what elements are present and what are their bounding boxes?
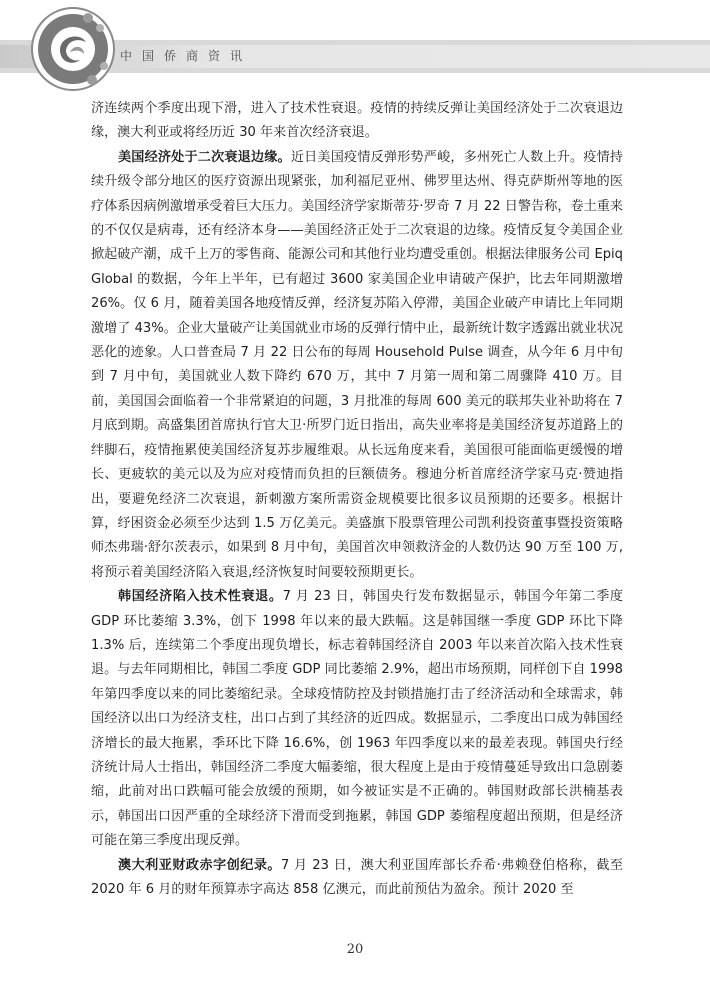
paragraph-text: 济连续两个季度出现下滑，进入了技术性衰退。疫情的持续反弹让美国经济处于二次衰退边缘，澳大利亚或将经历近 30 年来首次经济衰退。 [91, 101, 623, 141]
paragraph-text: 7 月 23 日，韩国央行发布数据显示，韩国今年第二季度 GDP 环比萎缩 3.3%，创下 1998 年以来的最大跌幅。这是韩国继一季度 GDP 环比下降 1.3% 后，连续第二个季度出现负增长，标志着韩国经济自 2003 年以来首次陷入技术性衰退。与去年同期相比，韩国二季度 GDP 同比萎缩 2.9%，超出市场预期，同样创下自 1998 年第四季度以来的同比萎缩纪录。全球疫情防控及封锁措施打击了经济活动和全球需求，韩国经济以出口为经济支柱，出口占到了其经济的近四成。数据显示，二季度出口成为韩国经济增长的最大拖累，季环比下降 16.6%，创 1963 年四季度以来的最差表现。韩国央行经济统计局人士指出，韩国经济二季度大幅萎缩，很大程度上是由于疫情蔓延导致出口急剧萎缩，此前对出口跌幅可能会放缓的预期，如今被证实是不正确的。韩国财政部长洪楠基表示，韩国出口因严重的全球经济下滑而受到拖累，韩国 GDP 萎缩程度超出预期，但是经济可能在第三季度出现反弹。 [91, 589, 624, 849]
paragraph-text: 7 月 23 日，澳大利亚国库部长乔希·弗赖登伯格称，截至 2020 年 6 月的财年预算赤字高达 858 亿澳元，而此前预估为盈余。预计 2020 至 [91, 857, 624, 897]
article-body [91, 97, 623, 902]
header-title: 中国侨商资讯 [120, 49, 253, 63]
paragraph-continuation [91, 97, 623, 146]
org-logo [30, 6, 116, 92]
paragraph-heading: 美国经济处于二次衰退边缘。 [118, 149, 291, 165]
paragraph-text: 近日美国疫情反弹形势严峻，多州死亡人数上升。疫情持续升级令部分地区的医疗资源出现紧张，加利福尼亚州、佛罗里达州、得克萨斯州等地的医疗体系因病例激增承受着巨大压力。美国经济学家斯蒂芬·罗奇 7 月 22 日警告称，卷土重来的不仅仅是病毒，还有经济本身——美国经济正处于二次衰退的边缘。疫情反复令美国企业掀起破产潮，成千上万的零售商、能源公司和其他行业均遭受重创。根据法律服务公司 Epiq Global 的数据，今年上半年，已有超过 3600 家美国企业申请破产保护，比去年同期激增 26%。仅 6 月，随着美国各地疫情反弹，经济复苏陷入停滞，美国企业破产申请比上年同期激增了 43%。企业大量破产让美国就业市场的反弹行情中止，最新统计数字透露出就业状况恶化的迹象。人口普查局 7 月 22 日公布的每周 Household Pulse 调查，从今年 6 月中旬到 7 月中旬，美国就业人数下降约 670 万，其中 7 月第一周和第二周骤降 410 万。目前，美国国会面临着一个非常紧迫的问题，3 月批准的每周 600 美元的联邦失业补助将在 7 月底到期。高盛集团首席执行官大卫·所罗门近日指出，高失业率将是美国经济复苏道路上的绊脚石，疫情拖累使美国经济复苏步履维艰。从长远角度来看，美国很可能面临更缓慢的增长、更疲软的美元以及为应对疫情而负担的巨额债务。穆迪分析首席经济学家马克·赞迪指出，要避免经济二次衰退，新刺激方案所需资金规模要比很多议员预期的还要多。根据计算，纾困资金必须至少达到 1.5 万亿美元。美盛旗下股票管理公司凯利投资董事暨投资策略师杰弗瑞·舒尔茨表示，如果到 8 月中旬，美国首次申领救济金的人数仍达 90 万至 100 万,将预示着美国经济陷入衰退,经济恢复时间要较预期更长。 [91, 149, 624, 580]
page-number: 20 [346, 942, 364, 957]
paragraph-heading: 韩国经济陷入技术性衰退。 [118, 589, 283, 605]
paragraph-korea-economy [91, 585, 623, 853]
paragraph-australia-deficit [91, 854, 623, 903]
paragraph-heading: 澳大利亚财政赤字创纪录。 [118, 857, 282, 873]
paragraph-us-economy [91, 146, 623, 585]
